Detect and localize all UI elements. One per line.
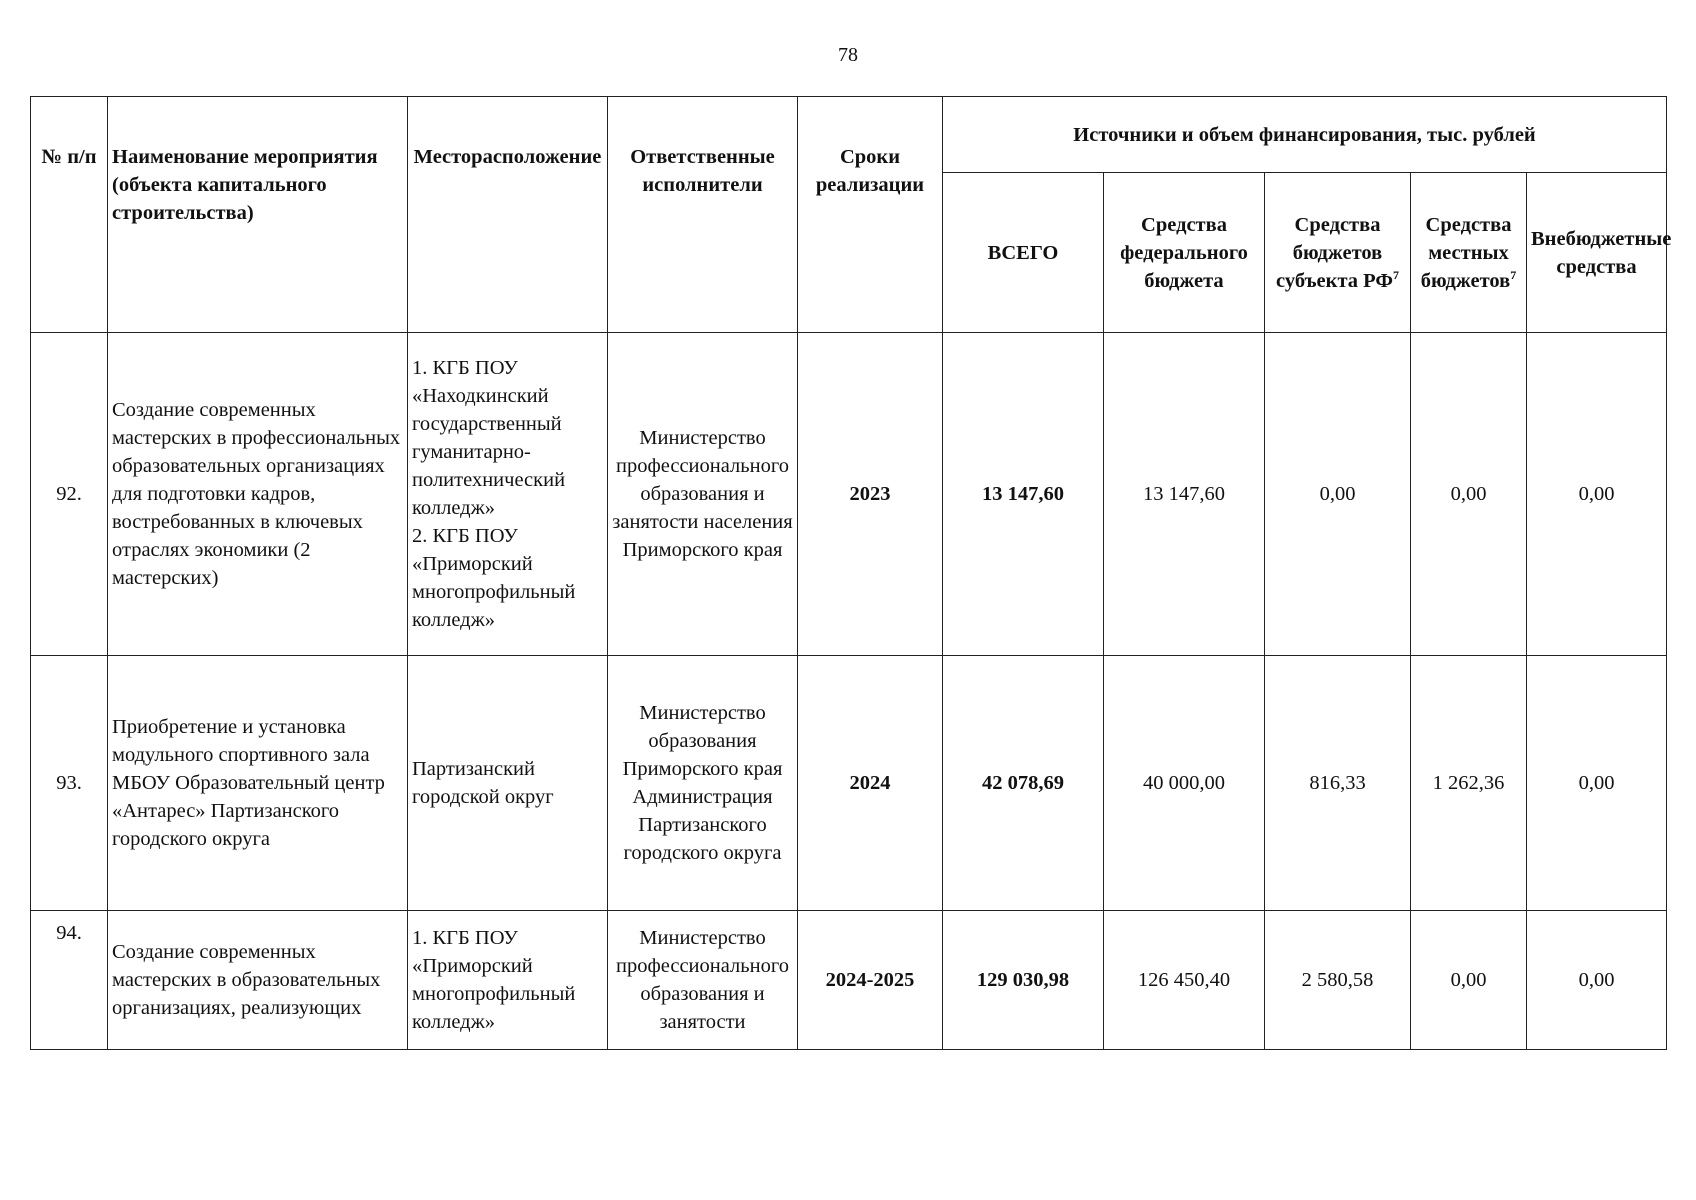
row-local: 0,00 bbox=[1411, 333, 1527, 656]
row-num: 92. bbox=[31, 333, 108, 656]
row-name: Создание современных мастерских в образовательных организациях, реализующих bbox=[108, 911, 408, 1050]
table-row bbox=[31, 333, 1667, 656]
header-num: № п/п bbox=[31, 97, 108, 333]
row-total: 13 147,60 bbox=[943, 333, 1104, 656]
row-extra: 0,00 bbox=[1527, 333, 1667, 656]
row-federal: 126 450,40 bbox=[1104, 911, 1265, 1050]
row-num: 94. bbox=[31, 911, 108, 1050]
row-responsible: Министерство образования Приморского края Администрация Партизанского городского округа bbox=[608, 656, 798, 911]
row-local: 1 262,36 bbox=[1411, 656, 1527, 911]
header-local-footnote: 7 bbox=[1510, 267, 1517, 282]
header-location: Месторасположение bbox=[408, 97, 608, 333]
row-location bbox=[408, 333, 608, 656]
page-number: 78 bbox=[838, 44, 858, 66]
row-subject: 816,33 bbox=[1265, 656, 1411, 911]
row-total: 129 030,98 bbox=[943, 911, 1104, 1050]
row-num: 93. bbox=[31, 656, 108, 911]
row-subject: 2 580,58 bbox=[1265, 911, 1411, 1050]
header-period: Сроки реализации bbox=[798, 97, 943, 333]
header-responsible: Ответственные исполнители bbox=[608, 97, 798, 333]
header-extra: Внебюджетные средства bbox=[1527, 173, 1667, 333]
row-responsible: Министерство профессионального образования и занятости населения Приморского края bbox=[608, 333, 798, 656]
row-location bbox=[408, 656, 608, 911]
row-extra: 0,00 bbox=[1527, 656, 1667, 911]
header-federal: Средства федерального бюджета bbox=[1104, 173, 1265, 333]
table-row bbox=[31, 911, 1667, 1050]
row-name: Приобретение и установка модульного спортивного зала МБОУ Образовательный центр «Антарес» Партизанского городского округа bbox=[108, 656, 408, 911]
row-federal: 40 000,00 bbox=[1104, 656, 1265, 911]
header-local-text: Средства местных бюджетов bbox=[1420, 213, 1512, 292]
header-total: ВСЕГО bbox=[943, 173, 1104, 333]
row-period: 2023 bbox=[798, 333, 943, 656]
row-federal: 13 147,60 bbox=[1104, 333, 1265, 656]
row-location bbox=[408, 911, 608, 1050]
header-name: Наименование мероприятия (объекта капитального строительства) bbox=[108, 97, 408, 333]
row-location-item: 1. КГБ ПОУ «Находкинский государственный гуманитарно-политехнический колледж» bbox=[412, 357, 566, 519]
row-name: Создание современных мастерских в профессиональных образовательных организациях для подготовки кадров, востребованных в ключевых отраслях экономики (2 мастерских) bbox=[108, 333, 408, 656]
row-responsible: Министерство профессионального образования и занятости bbox=[608, 911, 798, 1050]
row-period: 2024 bbox=[798, 656, 943, 911]
header-row-1 bbox=[31, 97, 1667, 173]
row-local: 0,00 bbox=[1411, 911, 1527, 1050]
header-subject bbox=[1265, 173, 1411, 333]
row-location-item: 1. КГБ ПОУ «Приморский многопрофильный колледж» bbox=[412, 927, 576, 1033]
row-location-item: 2. КГБ ПОУ «Приморский многопрофильный колледж» bbox=[412, 525, 576, 631]
header-subject-footnote: 7 bbox=[1392, 267, 1399, 282]
header-local bbox=[1411, 173, 1527, 333]
row-period: 2024-2025 bbox=[798, 911, 943, 1050]
header-subject-text: Средства бюджетов субъекта РФ bbox=[1276, 213, 1393, 292]
header-funding-group: Источники и объем финансирования, тыс. рублей bbox=[943, 97, 1667, 173]
row-location-item: Партизанский городской округ bbox=[412, 758, 554, 808]
row-subject: 0,00 bbox=[1265, 333, 1411, 656]
row-total: 42 078,69 bbox=[943, 656, 1104, 911]
table-row bbox=[31, 656, 1667, 911]
row-extra: 0,00 bbox=[1527, 911, 1667, 1050]
financing-table bbox=[30, 96, 1672, 1050]
